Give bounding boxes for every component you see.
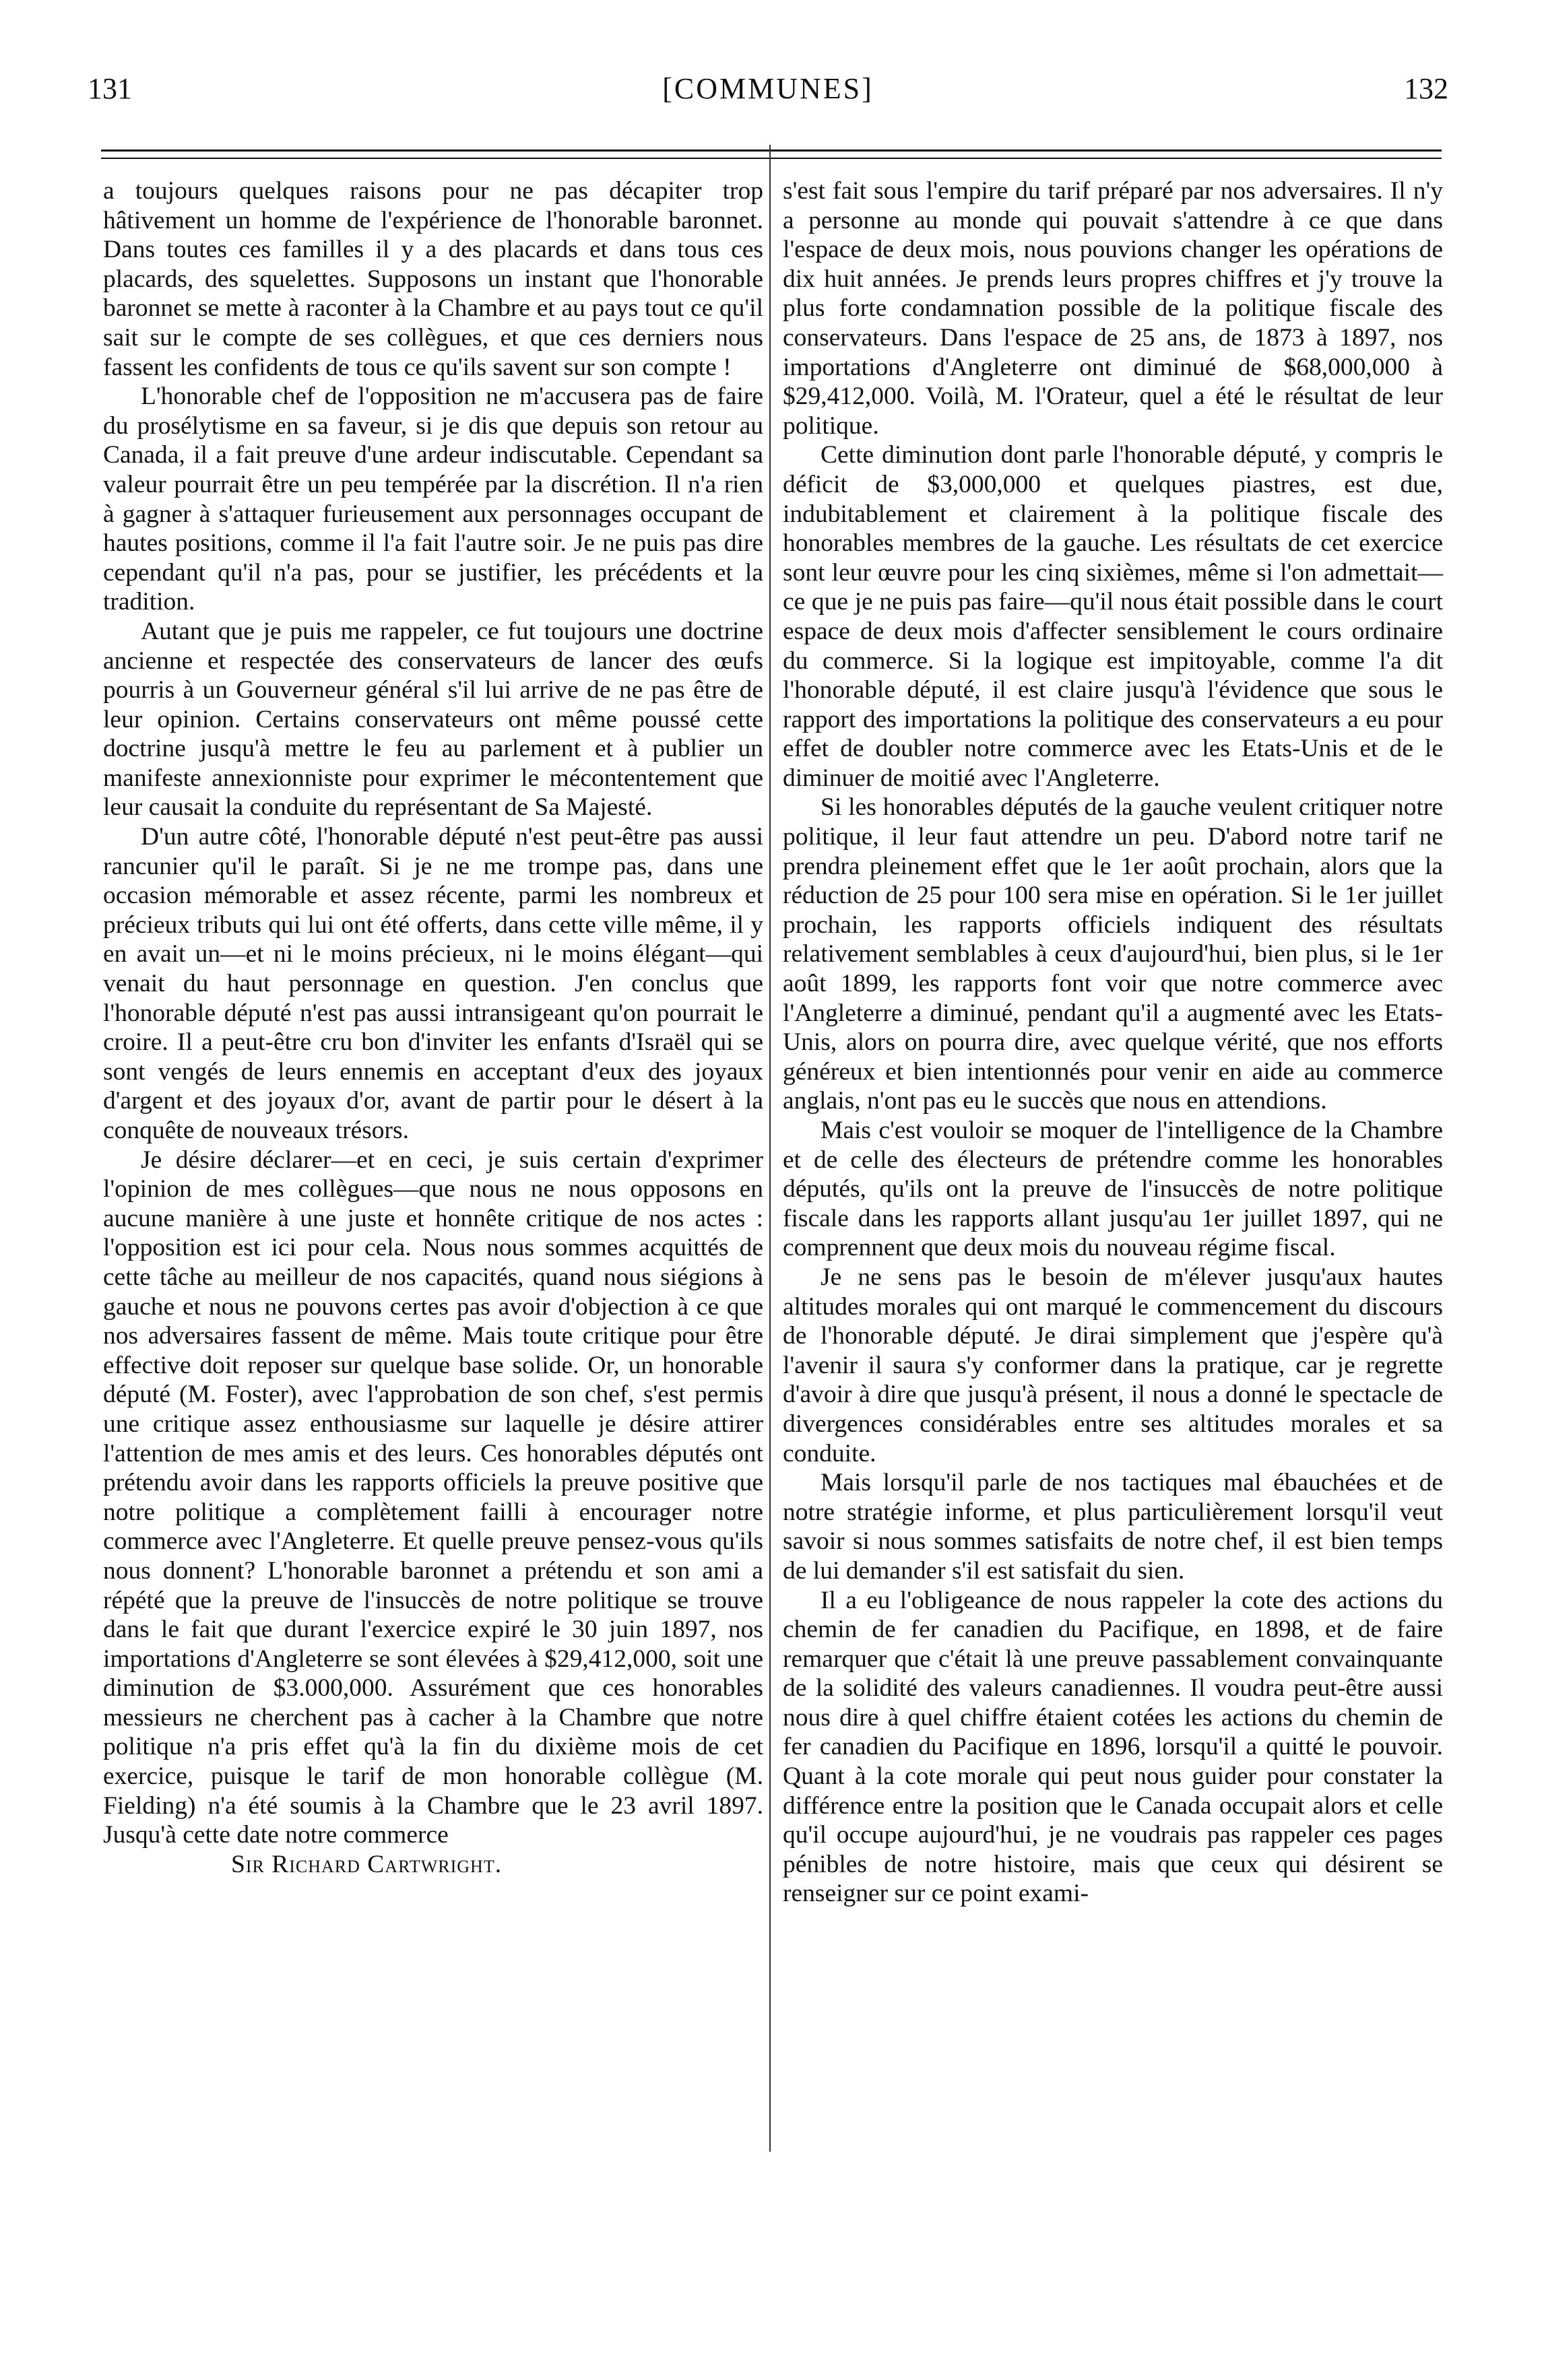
paragraph: Autant que je puis me rappeler, ce fut toujours une doctrine ancienne et respectée des conservateurs de lancer des œufs pourris à un Gouverneur général s'il lui arrive de ne pas être de leur opinion. Certains conservateurs ont même poussé cette doctrine jusqu'à mettre le feu au parlement et à publier un manifeste annexionniste pour exprimer le mécontentement que leur causait la conduite du représentant de Sa Majesté. xyxy=(103,617,763,822)
speaker-signature xyxy=(103,1850,763,1880)
paragraph: Mais c'est vouloir se moquer de l'intelligence de la Chambre et de celle des électeurs de prétendre comme les honorables députés, qu'ils ont la preuve de l'insuccès de notre politique fiscale dans les rapports allant jusqu'au 1er juillet 1897, qui ne comprennent que deux mois du nouveau régime fiscal. xyxy=(783,1117,1443,1262)
page-header xyxy=(88,65,1448,119)
header-rule-bottom xyxy=(101,158,1442,159)
paragraph: a toujours quelques raisons pour ne pas décapiter trop hâtivement un homme de l'expérience de l'honorable baronnet. Dans toutes ces familles il y a des placards et dans tous ces placards, des squelettes. Supposons un instant que l'honorable baronnet se mette à raconter à la Chambre et au pays tout ce qu'il sait sur le compte de ses collègues, et que ces derniers nous fassent les confidents de tous ce qu'ils savent sur son compte ! xyxy=(103,177,763,381)
column-divider xyxy=(769,145,771,2152)
paragraph: s'est fait sous l'empire du tarif préparé par nos adversaires. Il n'y a personne au monde qui pouvait s'attendre à ce que dans l'espace de deux mois, nous pouvions changer les opérations de dix huit années. Je prends leurs propres chiffres et j'y trouve la plus forte condamnation possible de la politique fiscale des conservateurs. Dans l'espace de 25 ans, de 1873 à 1897, nos importations d'Angleterre ont diminué de $68,000,000 à $29,412,000. Voilà, M. l'Orateur, quel a été le résultat de leur politique. xyxy=(783,177,1443,440)
paragraph: Cette diminution dont parle l'honorable député, y compris le déficit de $3,000,000 et quelques piastres, est due, indubitablement et clairement à la politique fiscale des honorables membres de la gauche. Les résultats de cet exercice sont leur œuvre pour les cinq sixièmes, même si l'on admettait—ce que je ne puis pas faire—qu'il nous était possible dans le court espace de deux mois d'affecter sensiblement le cours ordinaire du commerce. Si la logique est impitoyable, comme l'a dit l'honorable député, il est claire jusqu'à l'évidence que sous le rapport des importations la politique des conservateurs a eu pour effet de doubler notre commerce avec les Etats-Unis et de le diminuer de moitié avec l'Angleterre. xyxy=(783,441,1443,792)
page-number-left: 131 xyxy=(88,72,132,105)
header-rule-top xyxy=(101,150,1442,152)
page-number-right: 132 xyxy=(1404,72,1448,105)
paragraph: Je désire déclarer—et en ceci, je suis certain d'exprimer l'opinion de mes collègues—que nous ne nous opposons en aucune manière à une juste et honnête critique de nos actes : l'opposition est ici pour cela. Nous nous sommes acquittés de cette tâche au meilleur de nos capacités, quand nous siégions à gauche et nous ne pouvons certes pas avoir d'objection à ce que nos adversaires fassent de même. Mais toute critique pour être effective doit reposer sur quelque base solide. Or, un honorable député (M. Foster), avec l'approbation de son chef, s'est permis une critique assez enthousiasme sur laquelle je désire attirer l'attention de mes amis et des leurs. Ces honorables députés ont prétendu avoir dans les rapports officiels la preuve positive que notre politique a complètement failli à encourager notre commerce avec l'Angleterre. Et quelle preuve pensez-vous qu'ils nous donnent? L'honorable baronnet a prétendu et son ami a répété que la preuve de l'insuccès de notre politique se trouve dans le fait que durant l'exercice expiré le 30 juin 1897, nos importations d'Angleterre se sont élevées à $29,412,000, soit une diminution de $3.000,000. Assurément que ces honorables messieurs ne cherchent pas à cacher à la Chambre que notre politique n'a pris effet qu'à la fin du dixième mois de cet exercice, puisque le tarif de mon honorable collègue (M. Fielding) n'a été soumis à la Chambre que le 23 avril 1897. Jusqu'à cette date notre commerce xyxy=(103,1146,763,1849)
paragraph: Si les honorables députés de la gauche veulent critiquer notre politique, il leur faut attendre un peu. D'abord notre tarif ne prendra pleinement effet que le 1er août prochain, alors que la réduction de 25 pour 100 sera mise en opération. Si le 1er juillet prochain, les rapports officiels indiquent des résultats relativement semblables à ceux d'aujourd'hui, bien plus, si le 1er août 1899, les rapports font voir que notre commerce avec l'Angleterre a diminué, pendant qu'il a augmenté avec les Etats-Unis, alors on pourra dire, avec quelque vérité, que nos efforts généreux et bien intentionnés pour venir en aide au commerce anglais, n'ont pas eu le succès que nous en attendions. xyxy=(783,793,1443,1115)
paragraph: D'un autre côté, l'honorable député n'est peut-être pas aussi rancunier qu'il le paraît. Si je ne me trompe pas, dans une occasion mémorable et assez récente, parmi les nombreux et précieux tributs qui lui ont été offerts, dans cette ville même, il y en avait un—et ni le moins précieux, ni le moins élégant—qui venait du haut personnage en question. J'en conclus que l'honorable député n'est pas aussi intransigeant qu'on pourrait le croire. Il a peut-être cru bon d'inviter les enfants d'Israël qui se sont vengés de leurs ennemis en acceptant d'eux des joyaux d'argent et des joyaux d'or, avant de partir pour le désert à la conquête de nouveaux trésors. xyxy=(103,823,763,1144)
paragraph: Je ne sens pas le besoin de m'élever jusqu'aux hautes altitudes morales qui ont marqué le commencement du discours de l'honorable député. Je dirai simplement que j'espère qu'à l'avenir il saura s'y conformer dans la pratique, car je regrette d'avoir à dire que jusqu'à présent, il nous a donné le spectacle de divergences considérables entre ses altitudes morales et sa conduite. xyxy=(783,1263,1443,1467)
paragraph: L'honorable chef de l'opposition ne m'accusera pas de faire du prosélytisme en sa faveur, si je dis que depuis son retour au Canada, il a fait preuve d'une ardeur indiscutable. Cependant sa valeur pourrait être un peu tempérée par la discrétion. Il n'a rien à gagner à s'attaquer furieusement aux personnages occupant de hautes positions, comme il l'a fait l'autre soir. Je ne puis pas dire cependant qu'il n'a pas, pour se justifier, les précédents et la tradition. xyxy=(103,383,763,616)
right-column xyxy=(783,176,1443,1909)
section-title: [COMMUNES] xyxy=(662,72,874,105)
left-column xyxy=(103,176,763,1879)
paragraph: Il a eu l'obligeance de nous rappeler la cote des actions du chemin de fer canadien du Pacifique, en 1898, et de faire remarquer que c'était là une preuve passablement convainquante de la solidité des valeurs canadiennes. Il voudra peut-être aussi nous dire à quel chiffre étaient cotées les actions du chemin de fer canadien du Pacifique en 1896, lorsqu'il a quitté le pouvoir. Quant à la cote morale qui peut nous guider pour constater la différence entre la position que le Canada occupait alors et celle qu'il occupe aujourd'hui, je ne voudrais pas rappeler ces pages pénibles de notre histoire, mais que ceux qui désirent se renseigner sur ce point exami- xyxy=(783,1586,1443,1908)
speaker-name: Sir Richard Cartwright. xyxy=(231,1850,503,1878)
paragraph: Mais lorsqu'il parle de nos tactiques mal ébauchées et de notre stratégie informe, et plus particulièrement lorsqu'il veut savoir si nous sommes satisfaits de notre chef, il est bien temps de lui demander s'il est satisfait du sien. xyxy=(783,1469,1443,1585)
